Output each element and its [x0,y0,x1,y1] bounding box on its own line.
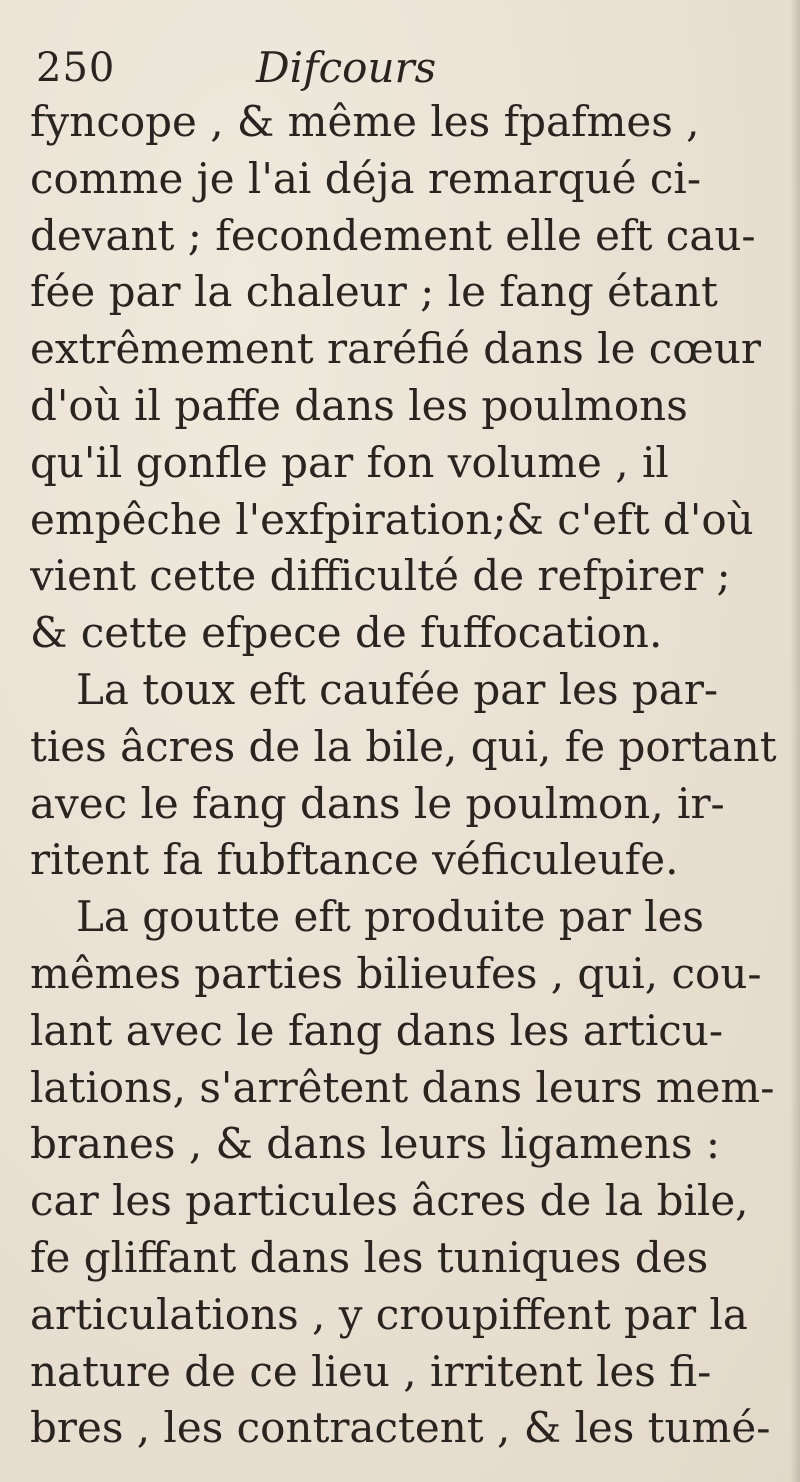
text-line: ties âcres de la bile, qui, fe portant [30,721,777,771]
text-line: articulations , y croupiffent par la [30,1289,748,1339]
paragraph-start-line: La toux eft caufée par les par- [76,664,719,714]
text-line: branes , & dans leurs ligamens : [30,1119,721,1169]
text-line: comme je l'ai déja remarqué ci- [30,153,702,203]
text-line: qu'il gonfle par fon volume , il [30,437,669,487]
page-header [36,38,776,98]
text-line: devant ; fecondement elle eft cau- [30,210,756,260]
text-line: mêmes parties bilieufes , qui, cou- [30,948,762,998]
body-text [30,94,790,1457]
page-edge-shadow [790,0,800,1482]
text-line: vient cette difficulté de refpirer ; [30,551,731,601]
text-line: d'où il paffe dans les poulmons [30,380,688,430]
text-line: & cette efpece de fuffocation. [30,608,663,658]
text-line: ritent fa fubftance véficuleufe. [30,835,679,885]
text-line: lations, s'arrêtent dans leurs mem- [30,1062,775,1112]
text-line: fyncope , & même les fpafmes , [30,97,700,146]
paragraph-start-line: La goutte eft produite par les [76,892,704,942]
text-line: car les particules âcres de la bile, [30,1176,749,1226]
text-line: fe gliffant dans les tuniques des [30,1232,709,1282]
text-line: bres , les contractent , & les tumé- [30,1403,771,1453]
text-line: fée par la chaleur ; le fang étant [30,267,718,317]
text-line: avec le fang dans le poulmon, ir- [30,778,725,828]
text-line: nature de ce lieu , irritent les fi- [30,1346,712,1396]
text-line: lant avec le fang dans les articu- [30,1005,724,1055]
page-number: 250 [36,45,116,91]
text-line: empêche l'exfpiration;& c'eft d'où [30,494,754,544]
text-line: extrêmement raréfié dans le cœur [30,324,761,374]
running-head: Difcours [256,43,437,92]
